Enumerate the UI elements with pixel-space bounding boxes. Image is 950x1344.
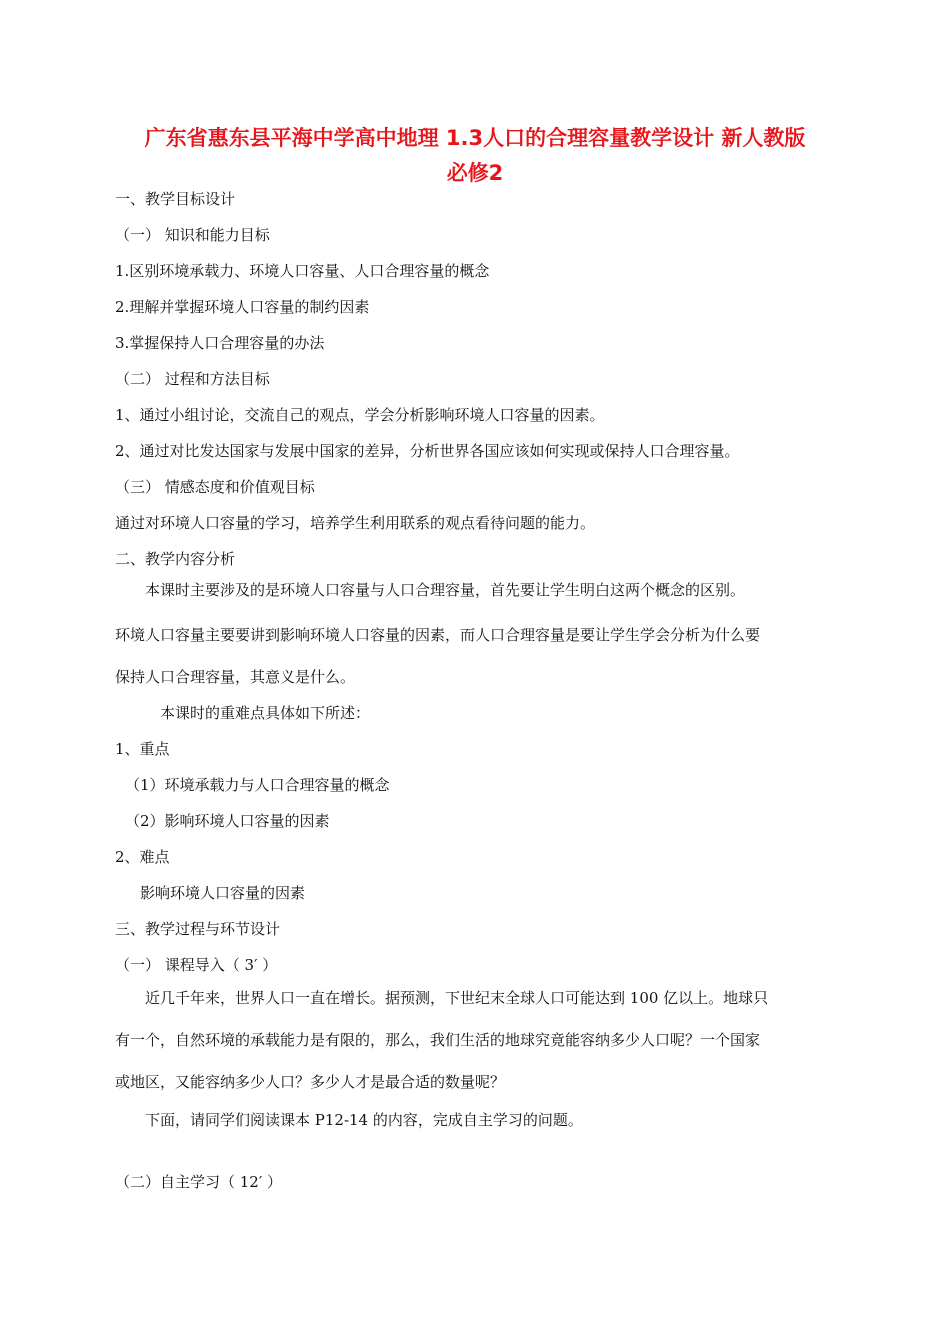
subheading-self-study: （二）自主学习（ 12′ ）: [115, 1173, 283, 1191]
text-line: 3.掌握保持人口合理容量的办法: [115, 334, 325, 352]
document-title-line-2: 必修2: [446, 161, 504, 185]
paragraph-line: 或地区，又能容纳多少人口？多少人才是最合适的数量呢？: [115, 1073, 506, 1091]
section-heading-objectives: 一、教学目标设计: [115, 190, 236, 208]
text-line: 1、通过小组讨论，交流自己的观点，学会分析影响环境人口容量的因素。: [115, 406, 605, 424]
document-title-line-1: 广东省惠东县平海中学高中地理 1.3人口的合理容量教学设计 新人教版: [144, 126, 806, 150]
subheading-introduction: （一） 课程导入（ 3′ ）: [115, 956, 278, 974]
list-item: （2）影响环境人口容量的因素: [125, 812, 330, 830]
subheading-knowledge: （一） 知识和能力目标: [115, 226, 270, 244]
paragraph-line: 环境人口容量主要要讲到影响环境人口容量的因素，而人口合理容量是要让学生学会分析为什么要: [115, 626, 761, 644]
text-line: 2.理解并掌握环境人口容量的制约因素: [115, 298, 370, 316]
text-line: 本课时的重难点具体如下所述：: [160, 704, 371, 722]
paragraph-line: 近几千年来，世界人口一直在增长。据预测，下世纪末全球人口可能达到 100 亿以上。地球只: [145, 989, 769, 1007]
paragraph-line: 保持人口合理容量，其意义是什么。: [115, 668, 356, 686]
subheading-attitude: （三） 情感态度和价值观目标: [115, 478, 315, 496]
text-line: 通过对环境人口容量的学习，培养学生利用联系的观点看待问题的能力。: [115, 514, 596, 532]
subheading-key-points: 1、重点: [115, 740, 170, 758]
paragraph-line: 下面，请同学们阅读课本 P12-14 的内容，完成自主学习的问题。: [145, 1111, 583, 1129]
text-line: 2、通过对比发达国家与发展中国家的差异，分析世界各国应该如何实现或保持人口合理容量。: [115, 442, 740, 460]
paragraph-line: 有一个，自然环境的承载能力是有限的，那么，我们生活的地球究竟能容纳多少人口呢？一个国家: [115, 1031, 761, 1049]
list-item: 影响环境人口容量的因素: [140, 884, 306, 902]
list-item: （1）环境承载力与人口合理容量的概念: [125, 776, 390, 794]
section-heading-content: 二、教学内容分析: [115, 550, 236, 568]
subheading-process: （二） 过程和方法目标: [115, 370, 270, 388]
subheading-difficulties: 2、难点: [115, 848, 170, 866]
section-heading-process: 三、教学过程与环节设计: [115, 920, 281, 938]
paragraph-line: 本课时主要涉及的是环境人口容量与人口合理容量，首先要让学生明白这两个概念的区别。: [145, 581, 746, 599]
text-line: 1.区别环境承载力、环境人口容量、人口合理容量的概念: [115, 262, 490, 280]
